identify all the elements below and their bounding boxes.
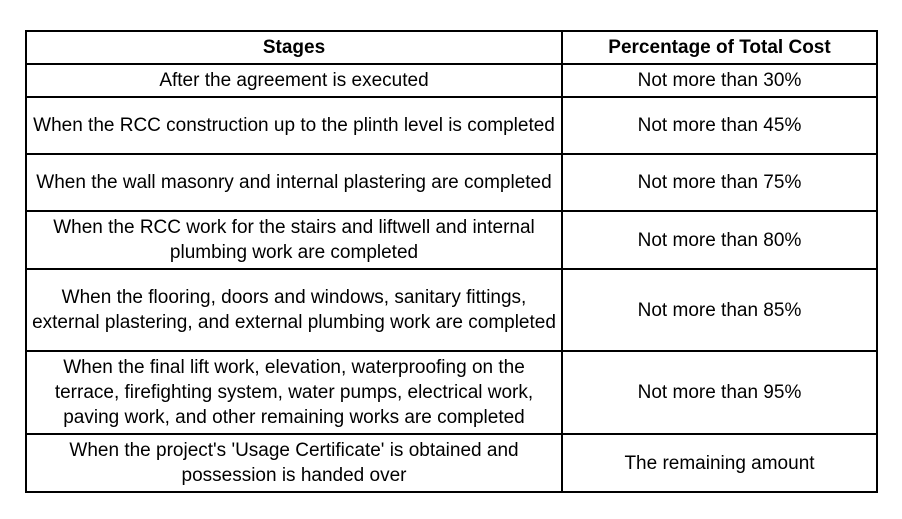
table-header-row xyxy=(26,31,877,64)
stage-cell: When the RCC work for the stairs and liftwell and internal plumbing work are completed xyxy=(26,211,562,269)
table-row xyxy=(26,211,877,269)
percentage-cell: Not more than 95% xyxy=(562,351,877,434)
percentage-cell: Not more than 75% xyxy=(562,154,877,211)
payment-stages-table xyxy=(25,30,878,493)
percentage-cell: Not more than 45% xyxy=(562,97,877,154)
percentage-column-header: Percentage of Total Cost xyxy=(562,31,877,64)
stage-cell: When the final lift work, elevation, waterproofing on the terrace, firefighting system, water pumps, electrical work, paving work, and other remaining works are completed xyxy=(26,351,562,434)
table-row xyxy=(26,97,877,154)
table-row xyxy=(26,351,877,434)
percentage-cell: Not more than 30% xyxy=(562,64,877,97)
stage-cell: After the agreement is executed xyxy=(26,64,562,97)
table-row xyxy=(26,64,877,97)
stage-cell: When the flooring, doors and windows, sanitary fittings, external plastering, and external plumbing work are completed xyxy=(26,269,562,351)
percentage-cell: Not more than 80% xyxy=(562,211,877,269)
stage-cell: When the project's 'Usage Certificate' is obtained and possession is handed over xyxy=(26,434,562,492)
stage-cell: When the RCC construction up to the plinth level is completed xyxy=(26,97,562,154)
table-row xyxy=(26,269,877,351)
table-row xyxy=(26,434,877,492)
stages-column-header: Stages xyxy=(26,31,562,64)
stage-cell: When the wall masonry and internal plastering are completed xyxy=(26,154,562,211)
percentage-cell: The remaining amount xyxy=(562,434,877,492)
table-row xyxy=(26,154,877,211)
percentage-cell: Not more than 85% xyxy=(562,269,877,351)
